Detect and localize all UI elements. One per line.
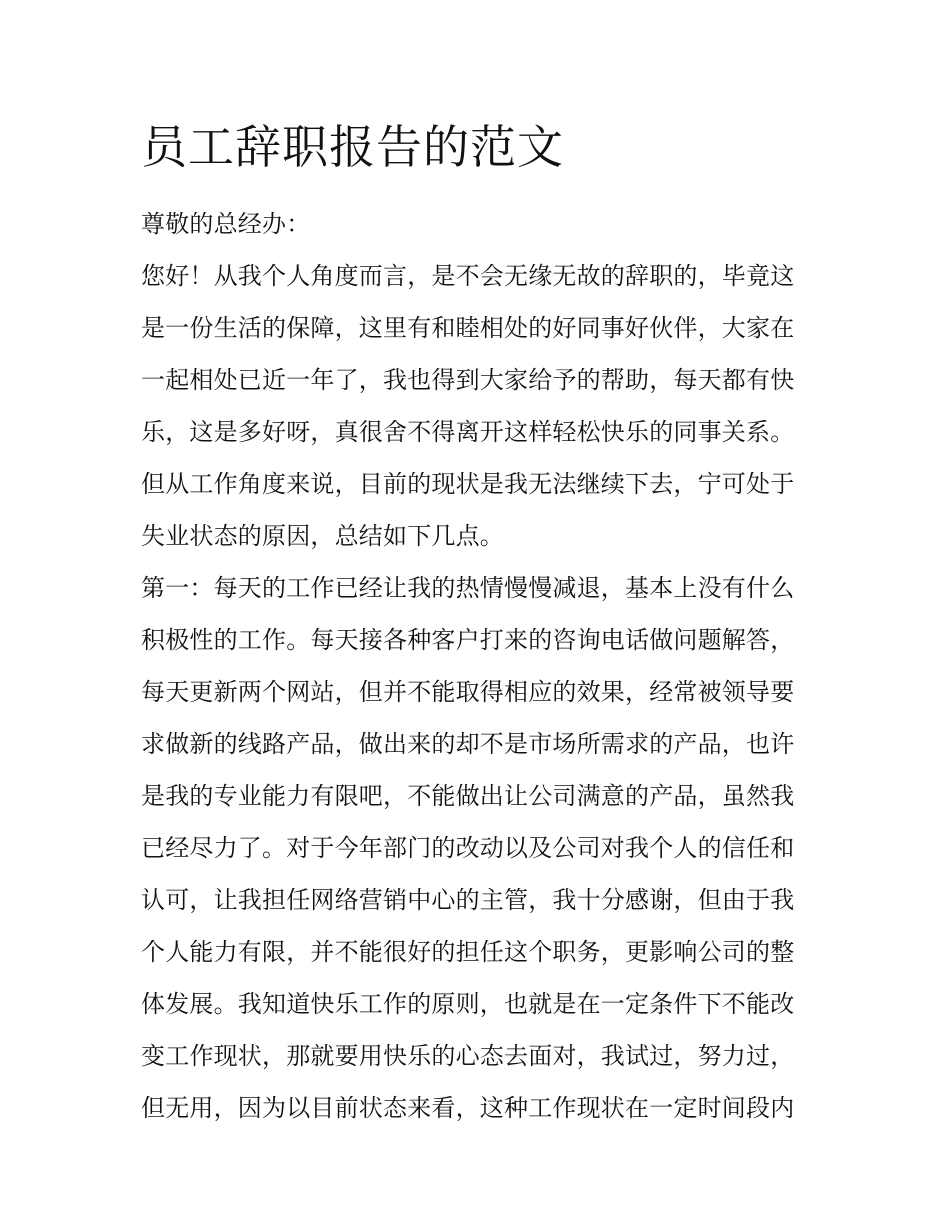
paragraph-line: 但无用，因为以目前状态来看，这种工作现状在一定时间段内 [141, 1094, 795, 1122]
paragraph-line: 求做新的线路产品，做出来的却不是市场所需求的产品，也许 [141, 730, 795, 758]
paragraph-line: 变工作现状，那就要用快乐的心态去面对，我试过，努力过， [141, 1042, 795, 1070]
paragraph-line: 已经尽力了。对于今年部门的改动以及公司对我个人的信任和 [141, 834, 795, 862]
paragraph-line: 认可，让我担任网络营销中心的主管，我十分感谢，但由于我 [141, 886, 795, 914]
paragraph-line: 但从工作角度来说，目前的现状是我无法继续下去，宁可处于 [141, 470, 795, 498]
paragraph-line: 失业状态的原因，总结如下几点。 [141, 522, 504, 550]
paragraph-line: 体发展。我知道快乐工作的原则，也就是在一定条件下不能改 [141, 990, 795, 1018]
paragraph-line: 是一份生活的保障，这里有和睦相处的好同事好伙伴，大家在 [141, 314, 795, 342]
paragraph-line: 每天更新两个网站，但并不能取得相应的效果，经常被领导要 [141, 678, 795, 706]
paragraph-line: 乐，这是多好呀，真很舍不得离开这样轻松快乐的同事关系。 [141, 418, 795, 446]
paragraph-line: 是我的专业能力有限吧，不能做出让公司满意的产品，虽然我 [141, 782, 795, 810]
document-title: 员工辞职报告的范文 [141, 120, 564, 174]
paragraph-line: 个人能力有限，并不能很好的担任这个职务，更影响公司的整 [141, 938, 795, 966]
paragraph-line: 一起相处已近一年了，我也得到大家给予的帮助，每天都有快 [141, 366, 795, 394]
paragraph-line: 您好！从我个人角度而言，是不会无缘无故的辞职的，毕竟这 [141, 262, 795, 290]
paragraph-line: 第一：每天的工作已经让我的热情慢慢减退，基本上没有什么 [141, 574, 795, 602]
salutation-line: 尊敬的总经办： [141, 210, 311, 238]
document-body [141, 198, 821, 1134]
paragraph-line: 积极性的工作。每天接各种客户打来的咨询电话做问题解答， [141, 626, 795, 654]
